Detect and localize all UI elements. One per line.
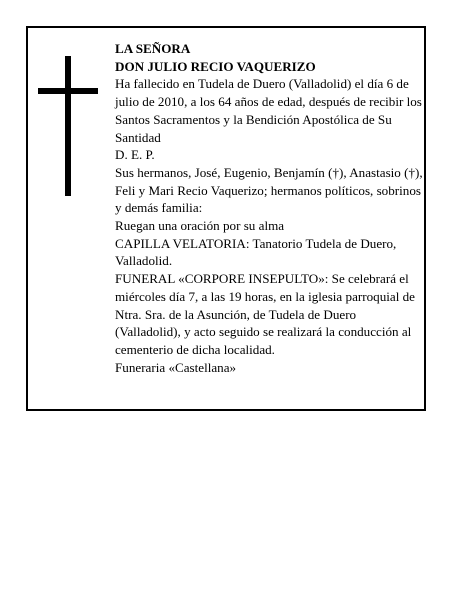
deceased-name: DON JULIO RECIO VAQUERIZO — [115, 58, 316, 74]
notice-heading-line1: LA SEÑORA — [115, 41, 191, 56]
notice-text — [115, 40, 425, 376]
cross-horizontal-bar — [38, 88, 98, 94]
funeral-home: Funeraria «Castellana» — [115, 359, 237, 375]
family-list: Sus hermanos, José, Eugenio, Benjamín (†), Anastasio (†), Feli y Mari Recio Vaquerizo; hermanos políticos, sobrinos y demás familia: — [115, 164, 423, 216]
rip-abbreviation: D. E. P. — [115, 147, 155, 163]
funeral-details: FUNERAL «CORPORE INSEPULTO»: Se celebrará el miércoles día 7, a las 19 horas, en la iglesia parroquial de Ntra. Sra. de la Asunción, de Tudela de Duero (Valladolid), y acto seguido se realizará la conducción al cementerio de dicha localidad. — [115, 271, 415, 357]
cross-vertical-bar — [65, 56, 71, 196]
cross-icon — [38, 56, 98, 196]
wake-location: CAPILLA VELATORIA: Tanatorio Tudela de Duero, Valladolid. — [115, 235, 397, 269]
death-announcement: Ha fallecido en Tudela de Duero (Valladolid) el día 6 de julio de 2010, a los 64 años de edad, después de recibir los Santos Sacramentos y la Bendición Apostólica de Su Santidad — [115, 76, 422, 145]
prayer-request: Ruegan una oración por su alma — [115, 218, 285, 234]
obituary-notice — [26, 26, 426, 411]
